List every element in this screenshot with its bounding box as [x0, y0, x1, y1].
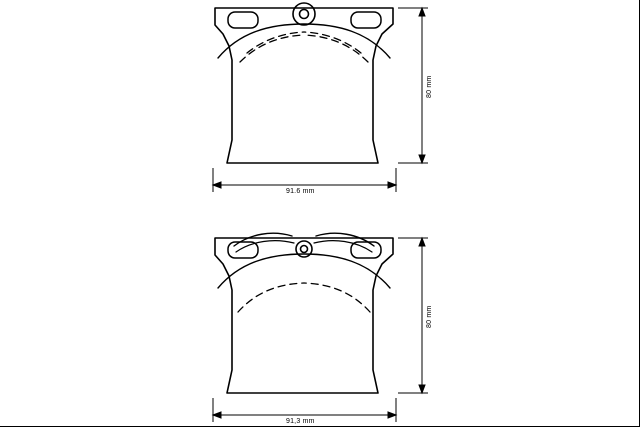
lower-pad-outline [215, 238, 393, 393]
upper-width-label: 91.6 mm [286, 188, 315, 195]
lower-pad-chamfer-marks [238, 283, 370, 312]
lower-height-dimension [398, 238, 428, 393]
lower-pad-group [215, 233, 393, 393]
upper-pad-left-slot [228, 12, 258, 28]
lower-height-label: 80 mm [426, 305, 433, 328]
upper-pad-chamfer-marks [240, 32, 368, 62]
upper-pad-group [215, 3, 393, 163]
upper-pad-rivet-outer [293, 3, 315, 25]
upper-height-label: 80 mm [426, 75, 433, 98]
upper-pad-friction-arc [218, 24, 390, 58]
lower-pad-left-slot [228, 242, 258, 258]
upper-pad-outline [215, 8, 393, 163]
lower-pad-rivet-inner [301, 246, 308, 253]
upper-height-dimension [398, 8, 428, 163]
lower-width-label: 91,3 mm [286, 418, 315, 425]
upper-pad-right-slot [351, 12, 381, 28]
upper-pad-rivet-inner [300, 10, 309, 19]
